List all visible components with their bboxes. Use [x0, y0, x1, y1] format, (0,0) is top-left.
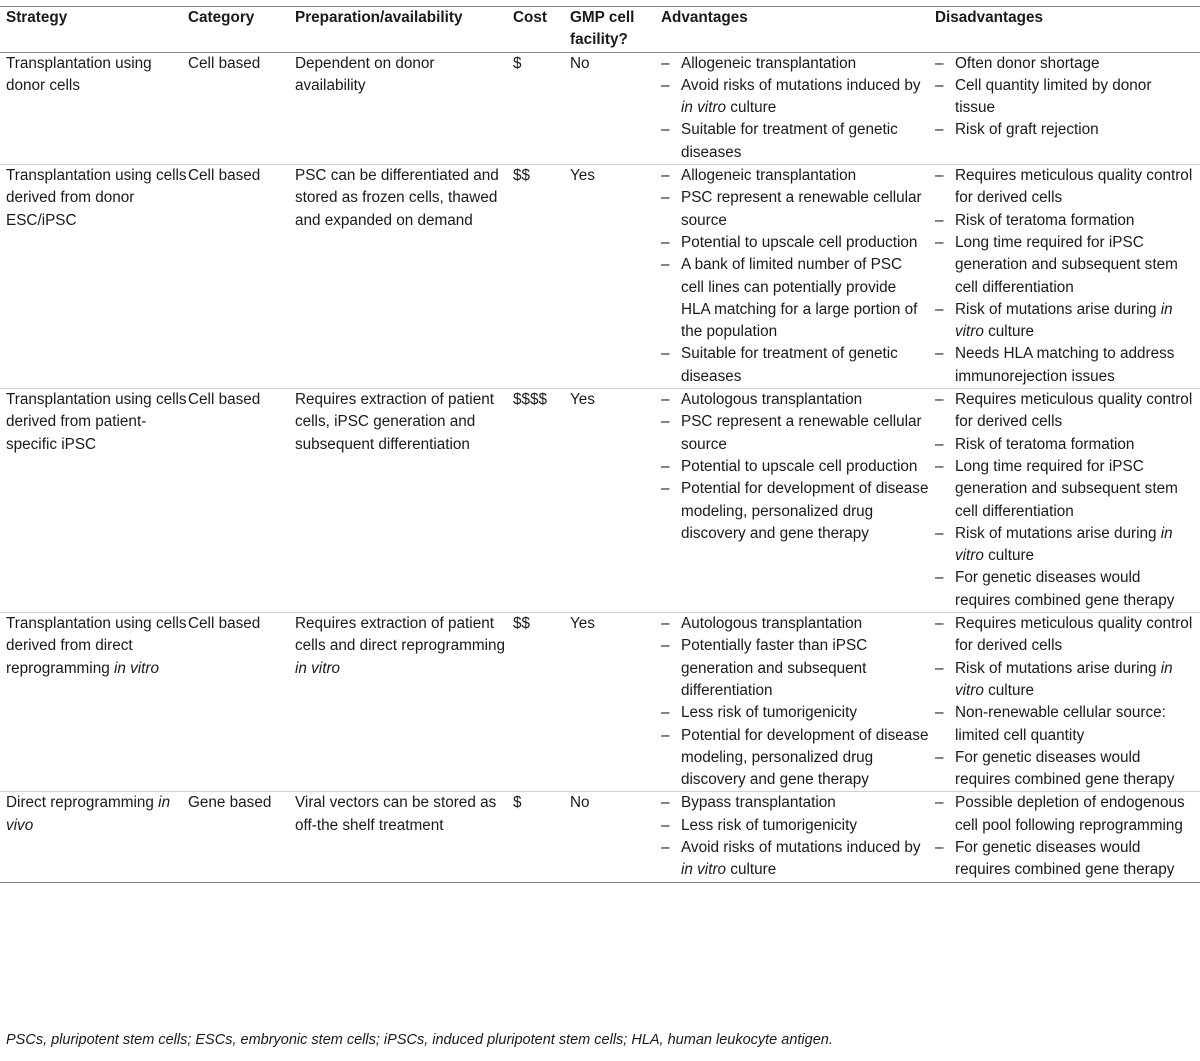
text-run: For genetic diseases would requires combined gene therapy — [955, 748, 1175, 789]
disadvantage-item — [935, 658, 1194, 703]
cell-advantages — [661, 165, 935, 389]
cell-gmp: No — [570, 52, 661, 164]
text-run: Possible depletion of endogenous cell pool following reprogramming — [955, 794, 1185, 834]
table-row — [0, 165, 1200, 389]
disadvantage-item — [935, 75, 1194, 120]
header-gmp-line2: facility? — [570, 31, 628, 49]
cell-cost: $$ — [513, 613, 570, 792]
text-run: culture — [726, 861, 777, 879]
cell-cost: $ — [513, 792, 570, 882]
text-run: culture — [983, 323, 1035, 341]
text-run: Transplantation using cells derived from direct reprogramming — [6, 615, 187, 677]
advantages-list — [661, 53, 929, 164]
advantage-item — [661, 254, 929, 343]
cell-category: Cell based — [188, 389, 295, 613]
table-header — [0, 7, 1200, 53]
disadvantage-item — [935, 456, 1194, 523]
disadvantage-item — [935, 434, 1194, 456]
advantage-item — [661, 119, 929, 164]
text-run: For genetic diseases would requires combined gene therapy — [955, 569, 1175, 609]
cell-preparation — [295, 52, 513, 164]
text-run: Bypass transplantation — [681, 794, 836, 812]
advantage-item — [661, 187, 929, 232]
text-run: Viral vectors can be stored as off-the shelf treatment — [295, 794, 497, 834]
cell-disadvantages — [935, 389, 1200, 613]
advantage-item — [661, 456, 929, 478]
italic-text: in vitro — [681, 99, 727, 117]
text-run: Risk of graft rejection — [955, 121, 1099, 139]
cell-advantages — [661, 792, 935, 882]
advantage-item — [661, 702, 929, 724]
disadvantages-list — [935, 389, 1194, 612]
cell-disadvantages — [935, 52, 1200, 164]
italic-text: in vitro — [955, 524, 1173, 565]
cell-gmp: No — [570, 792, 661, 882]
advantages-list — [661, 165, 929, 388]
text-run: culture — [983, 547, 1035, 565]
header-row — [0, 7, 1200, 53]
disadvantage-item — [935, 232, 1194, 299]
text-run: Long time required for iPSC generation and subsequent stem cell differentiation — [955, 457, 1178, 520]
header-gmp-line1: GMP cell — [570, 9, 635, 26]
header-advantages: Advantages — [661, 7, 935, 53]
text-run: Risk of mutations arise during — [955, 300, 1161, 318]
strategies-table — [0, 6, 1200, 883]
italic-text: in vitro — [113, 659, 160, 677]
text-run: Requires extraction of patient cells and direct reprogramming — [295, 615, 505, 655]
cell-cost: $$ — [513, 165, 570, 389]
text-run: For genetic diseases would requires combined gene therapy — [955, 838, 1175, 879]
advantage-item — [661, 343, 929, 388]
advantage-item — [661, 75, 929, 120]
text-run: Autologous transplantation — [681, 391, 863, 409]
advantage-item — [661, 613, 929, 635]
table-footnote: PSCs, pluripotent stem cells; ESCs, embryonic stem cells; iPSCs, induced pluripotent stem cells; HLA, human leukocyte antigen. — [6, 1032, 833, 1048]
text-run: Avoid risks of mutations induced by — [681, 838, 921, 856]
cell-cost: $$$$ — [513, 389, 570, 613]
advantage-item — [661, 815, 929, 837]
cell-strategy — [0, 165, 188, 389]
header-gmp — [570, 7, 661, 53]
cell-category: Gene based — [188, 792, 295, 882]
text-run: Risk of teratoma formation — [955, 435, 1135, 453]
cell-cost: $ — [513, 52, 570, 164]
disadvantage-item — [935, 53, 1194, 75]
cell-strategy — [0, 792, 188, 882]
cell-advantages — [661, 52, 935, 164]
disadvantages-list — [935, 792, 1194, 881]
text-run: PSC represent a renewable cellular source — [681, 189, 922, 229]
header-disadvantages: Disadvantages — [935, 7, 1200, 53]
advantage-item — [661, 411, 929, 456]
advantage-item — [661, 232, 929, 254]
text-run: Requires meticulous quality control for derived cells — [955, 391, 1193, 431]
text-run: Potential for development of disease modeling, personalized drug discovery and gene therapy — [681, 480, 929, 542]
italic-text: in vitro — [955, 300, 1173, 341]
cell-disadvantages — [935, 165, 1200, 389]
advantage-item — [661, 635, 929, 702]
text-run: Allogeneic transplantation — [681, 167, 857, 185]
text-run: Allogeneic transplantation — [681, 54, 857, 72]
italic-text: in vitro — [681, 861, 727, 879]
text-run: Less risk of tumorigenicity — [681, 704, 857, 722]
advantages-list — [661, 792, 929, 881]
text-run: Requires meticulous quality control for derived cells — [955, 615, 1193, 655]
text-run: Requires extraction of patient cells, iPSC generation and subsequent differentiation — [295, 391, 494, 453]
text-run: Often donor shortage — [955, 54, 1100, 72]
cell-strategy — [0, 52, 188, 164]
text-run: Dependent on donor availability — [295, 54, 435, 94]
text-run: Potential for development of disease modeling, personalized drug discovery and gene therapy — [681, 726, 929, 789]
advantages-list — [661, 389, 929, 545]
cell-preparation — [295, 389, 513, 613]
advantage-item — [661, 478, 929, 545]
disadvantage-item — [935, 343, 1194, 388]
cell-gmp: Yes — [570, 613, 661, 792]
text-run: Cell quantity limited by donor tissue — [955, 76, 1152, 117]
cell-gmp: Yes — [570, 165, 661, 389]
text-run: Suitable for treatment of genetic diseases — [681, 345, 898, 385]
text-run: culture — [726, 99, 777, 117]
advantage-item — [661, 389, 929, 411]
header-category: Category — [188, 7, 295, 53]
text-run: Potential to upscale cell production — [681, 457, 918, 475]
header-preparation: Preparation/availability — [295, 7, 513, 53]
text-run: Potential to upscale cell production — [681, 233, 918, 251]
table-row — [0, 613, 1200, 792]
disadvantage-item — [935, 523, 1194, 568]
italic-text: in vivo — [6, 794, 171, 834]
table-row — [0, 389, 1200, 613]
disadvantages-list — [935, 165, 1194, 388]
cell-preparation — [295, 613, 513, 792]
cell-advantages — [661, 613, 935, 792]
advantages-list — [661, 613, 929, 791]
cell-disadvantages — [935, 792, 1200, 882]
disadvantage-item — [935, 613, 1194, 658]
text-run: Risk of teratoma formation — [955, 211, 1135, 229]
advantage-item — [661, 837, 929, 882]
text-run: Suitable for treatment of genetic diseases — [681, 121, 898, 161]
table-body — [0, 52, 1200, 882]
cell-category: Cell based — [188, 613, 295, 792]
text-run: Long time required for iPSC generation and subsequent stem cell differentiation — [955, 233, 1178, 296]
disadvantage-item — [935, 299, 1194, 344]
disadvantage-item — [935, 119, 1194, 141]
text-run: Transplantation using cells derived from patient-specific iPSC — [6, 391, 187, 453]
advantage-item — [661, 53, 929, 75]
text-run: Risk of mutations arise during — [955, 659, 1161, 677]
cell-strategy — [0, 613, 188, 792]
text-run: Autologous transplantation — [681, 615, 863, 633]
disadvantage-item — [935, 837, 1194, 882]
text-run: Transplantation using donor cells — [6, 54, 152, 94]
disadvantage-item — [935, 792, 1194, 837]
text-run: Direct reprogramming — [6, 794, 159, 812]
text-run: Potentially faster than iPSC generation and subsequent differentiation — [681, 637, 868, 699]
text-run: A bank of limited number of PSC cell lines can potentially provide HLA matching for a large portion of the population — [681, 256, 918, 341]
table-row — [0, 792, 1200, 882]
header-strategy: Strategy — [0, 7, 188, 53]
header-cost: Cost — [513, 7, 570, 53]
disadvantage-item — [935, 747, 1194, 792]
text-run: Needs HLA matching to address immunorejection issues — [955, 345, 1175, 385]
text-run: PSC can be differentiated and stored as frozen cells, thawed and expanded on demand — [295, 167, 499, 229]
text-run: Avoid risks of mutations induced by — [681, 76, 921, 94]
disadvantages-list — [935, 613, 1194, 791]
text-run: Non-renewable cellular source: limited cell quantity — [955, 704, 1166, 744]
text-run: Transplantation using cells derived from donor ESC/iPSC — [6, 167, 187, 229]
cell-preparation — [295, 792, 513, 882]
italic-text: in vitro — [295, 659, 341, 677]
disadvantage-item — [935, 210, 1194, 232]
disadvantage-item — [935, 567, 1194, 612]
text-run: PSC represent a renewable cellular source — [681, 413, 922, 453]
cell-strategy — [0, 389, 188, 613]
disadvantage-item — [935, 165, 1194, 210]
text-run: Requires meticulous quality control for derived cells — [955, 167, 1193, 207]
italic-text: in vitro — [955, 659, 1173, 699]
cell-category: Cell based — [188, 52, 295, 164]
text-run: Less risk of tumorigenicity — [681, 816, 857, 834]
text-run: culture — [983, 681, 1035, 699]
disadvantage-item — [935, 389, 1194, 434]
cell-category: Cell based — [188, 165, 295, 389]
advantage-item — [661, 165, 929, 187]
table-row — [0, 52, 1200, 164]
advantage-item — [661, 792, 929, 814]
cell-preparation — [295, 165, 513, 389]
text-run: Risk of mutations arise during — [955, 524, 1161, 542]
cell-gmp: Yes — [570, 389, 661, 613]
disadvantage-item — [935, 702, 1194, 747]
cell-disadvantages — [935, 613, 1200, 792]
cell-advantages — [661, 389, 935, 613]
disadvantages-list — [935, 53, 1194, 142]
advantage-item — [661, 725, 929, 792]
